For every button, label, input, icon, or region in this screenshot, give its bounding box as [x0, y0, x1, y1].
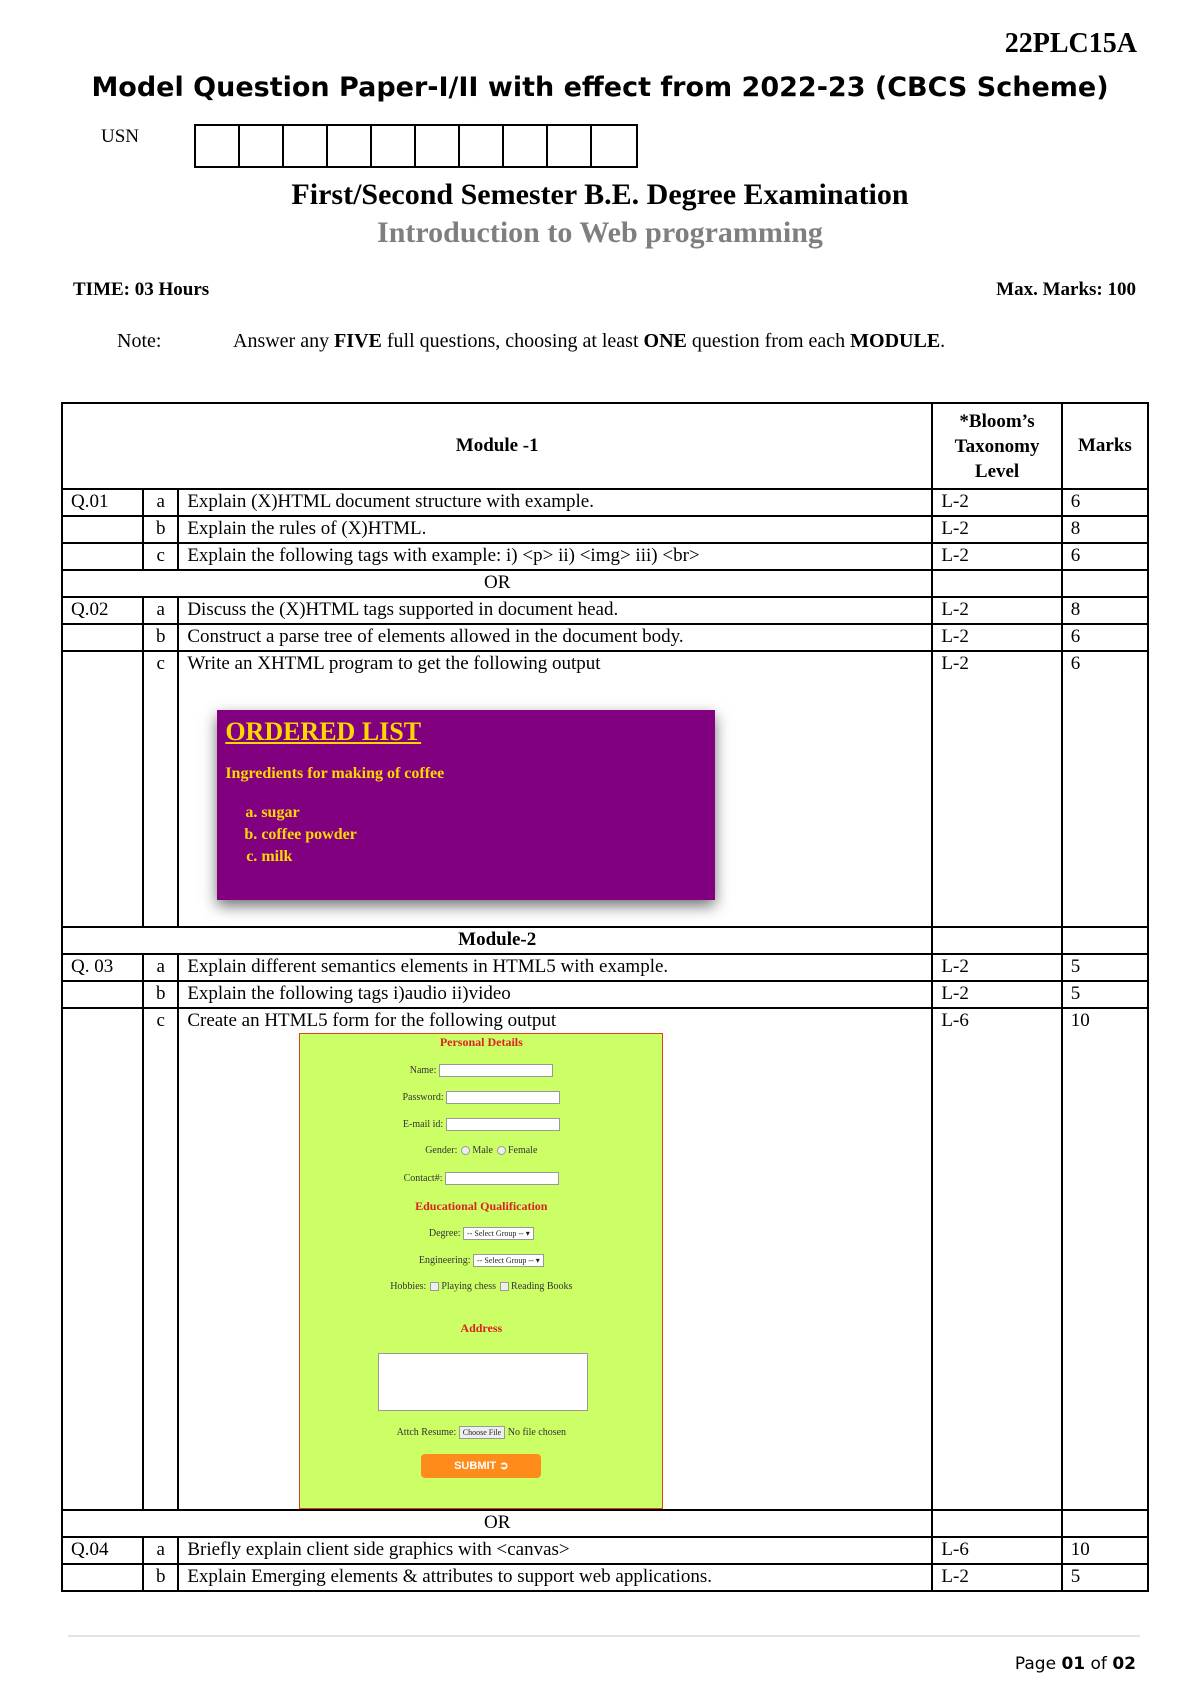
- page-of: of: [1085, 1654, 1113, 1674]
- question-text: Explain Emerging elements & attributes to support web applications.: [178, 1564, 932, 1591]
- blank-cell: [932, 1510, 1061, 1537]
- exam-title: First/Second Semester B.E. Degree Examination: [291, 178, 909, 211]
- course-code: 22PLC15A: [1004, 28, 1137, 59]
- list-item: c. milk: [261, 846, 707, 868]
- checkbox-icon: [500, 1282, 509, 1291]
- degree-select: -- Select Group -- ▾: [463, 1227, 534, 1240]
- sub-label: b: [143, 1564, 178, 1591]
- exam-time: TIME: 03 Hours: [73, 279, 210, 300]
- marks-header: Marks: [1062, 403, 1148, 489]
- question-text-with-figure: [178, 1008, 932, 1510]
- checkbox-icon: [430, 1282, 439, 1291]
- question-number: [62, 543, 143, 570]
- usn-box: [592, 126, 636, 166]
- form-row-name: [300, 1064, 662, 1077]
- question-number: Q.01: [62, 489, 143, 516]
- question-number: [62, 1008, 143, 1510]
- marks-value: 5: [1062, 1564, 1148, 1591]
- usn-box: [460, 126, 504, 166]
- note-emphasis: ONE: [643, 330, 687, 352]
- or-separator: OR: [62, 570, 932, 597]
- blooms-level: L-6: [932, 1537, 1061, 1564]
- form-row-resume: [300, 1426, 662, 1439]
- marks-value: 6: [1062, 651, 1148, 927]
- address-textarea: [378, 1353, 588, 1411]
- contact-label: Contact#:: [403, 1172, 443, 1184]
- max-marks: Max. Marks: 100: [996, 279, 1136, 300]
- list-item: a. sugar: [261, 802, 707, 824]
- html5-form-figure: [299, 1033, 663, 1509]
- sub-label: b: [143, 981, 178, 1008]
- module-row: [62, 927, 1148, 954]
- note-emphasis: FIVE: [334, 330, 382, 352]
- blooms-level: L-2: [932, 543, 1061, 570]
- blank-cell: [1062, 927, 1148, 954]
- usn-box: [416, 126, 460, 166]
- blooms-level: L-2: [932, 597, 1061, 624]
- table-row: [62, 516, 1148, 543]
- question-text: Discuss the (X)HTML tags supported in document head.: [178, 597, 932, 624]
- gender-male-label: Male: [472, 1145, 493, 1156]
- question-text: Explain the following tags i)audio ii)video: [178, 981, 932, 1008]
- degree-label: Degree:: [428, 1227, 461, 1239]
- sub-label: c: [143, 543, 178, 570]
- note-part: full questions, choosing at least: [381, 330, 644, 352]
- page-total: 02: [1112, 1654, 1136, 1674]
- question-number: [62, 516, 143, 543]
- form-row-gender: [300, 1145, 662, 1157]
- email-field: [446, 1118, 560, 1131]
- table-row: [62, 954, 1148, 981]
- file-status: No file chosen: [507, 1426, 567, 1438]
- question-text: Create an HTML5 form for the following output: [187, 1010, 557, 1031]
- form-row-password: [300, 1091, 662, 1104]
- note-part: Answer any: [233, 330, 335, 352]
- or-row: [62, 570, 1148, 597]
- form-row-contact: [300, 1172, 662, 1185]
- page-number: [1015, 1654, 1136, 1674]
- question-number: [62, 624, 143, 651]
- form-heading-personal: Personal Details: [439, 1035, 523, 1049]
- radio-icon: [497, 1146, 506, 1155]
- note-part: question from each: [686, 330, 851, 352]
- note-part: .: [940, 330, 946, 352]
- question-text: Explain the following tags with example: i) <p> ii) <img> iii) <br>: [178, 543, 932, 570]
- or-separator: OR: [62, 1510, 932, 1537]
- form-row-hobbies: [300, 1281, 662, 1293]
- email-label: E-mail id:: [402, 1118, 444, 1130]
- marks-value: 6: [1062, 624, 1148, 651]
- marks-value: 8: [1062, 597, 1148, 624]
- name-field: [439, 1064, 553, 1077]
- question-text: Explain (X)HTML document structure with example.: [178, 489, 932, 516]
- engineering-label: Engineering:: [418, 1254, 471, 1266]
- paper-title: Model Question Paper-I/II with effect from 2022-23 (CBCS Scheme): [91, 72, 1109, 103]
- choose-file-button: Choose File: [459, 1426, 505, 1439]
- question-number: [62, 1564, 143, 1591]
- blank-cell: [932, 927, 1061, 954]
- usn-box: [240, 126, 284, 166]
- gender-label: Gender:: [425, 1145, 458, 1156]
- table-row: [62, 1537, 1148, 1564]
- table-row: [62, 624, 1148, 651]
- question-number: Q. 03: [62, 954, 143, 981]
- usn-box: [196, 126, 240, 166]
- blank-cell: [1062, 1510, 1148, 1537]
- blank-cell: [932, 570, 1061, 597]
- table-row: [62, 489, 1148, 516]
- page-prefix: Page: [1014, 1654, 1062, 1674]
- resume-label: Attch Resume:: [396, 1426, 457, 1438]
- hobby-label: Reading Books: [511, 1281, 573, 1292]
- engineering-select: -- Select Group -- ▾: [473, 1254, 544, 1267]
- table-row: [62, 981, 1148, 1008]
- usn-label: USN: [101, 126, 140, 147]
- table-row: [62, 1008, 1148, 1510]
- usn-box: [504, 126, 548, 166]
- question-text: Construct a parse tree of elements allowed in the document body.: [178, 624, 932, 651]
- usn-box: [548, 126, 592, 166]
- blooms-level: L-2: [932, 1564, 1061, 1591]
- sub-label: c: [143, 651, 178, 927]
- sub-label: b: [143, 516, 178, 543]
- blooms-level: L-2: [932, 981, 1061, 1008]
- contact-field: [445, 1172, 559, 1185]
- sub-label: a: [143, 1537, 178, 1564]
- usn-box: [284, 126, 328, 166]
- question-text: Explain the rules of (X)HTML.: [178, 516, 932, 543]
- blooms-level: L-2: [932, 624, 1061, 651]
- question-text: Briefly explain client side graphics with <canvas>: [178, 1537, 932, 1564]
- table-row: [62, 1564, 1148, 1591]
- module-2-heading: Module-2: [62, 927, 932, 954]
- marks-value: 6: [1062, 489, 1148, 516]
- blooms-level: L-6: [932, 1008, 1061, 1510]
- figure-title: ORDERED LIST: [225, 717, 422, 746]
- hobbies-label: Hobbies:: [390, 1281, 427, 1292]
- hobby-label: Playing chess: [441, 1281, 497, 1292]
- sub-label: b: [143, 624, 178, 651]
- question-text: Explain different semantics elements in HTML5 with example.: [178, 954, 932, 981]
- form-row-degree: [300, 1227, 662, 1240]
- gender-female-label: Female: [507, 1145, 538, 1156]
- name-label: Name:: [409, 1064, 437, 1076]
- figure-subtitle: Ingredients for making of coffee: [225, 765, 445, 782]
- subject-title: Introduction to Web programming: [377, 216, 823, 249]
- blank-cell: [1062, 570, 1148, 597]
- question-text: Write an XHTML program to get the following output: [187, 653, 601, 674]
- marks-value: 10: [1062, 1008, 1148, 1510]
- list-item: b. coffee powder: [261, 824, 707, 846]
- question-text-with-figure: [178, 651, 932, 927]
- table-row: [62, 651, 1148, 927]
- ordered-list-figure: [217, 710, 715, 900]
- table-header-row: [62, 403, 1148, 489]
- usn-boxes: [194, 124, 638, 168]
- password-field: [446, 1091, 560, 1104]
- note-text: [233, 330, 945, 353]
- usn-box: [372, 126, 416, 166]
- marks-value: 5: [1062, 981, 1148, 1008]
- usn-box: [328, 126, 372, 166]
- marks-value: 8: [1062, 516, 1148, 543]
- password-label: Password:: [402, 1091, 444, 1103]
- question-number: Q.02: [62, 597, 143, 624]
- blooms-level: L-2: [932, 954, 1061, 981]
- note-label: Note:: [117, 330, 162, 352]
- or-row: [62, 1510, 1148, 1537]
- form-heading-education: Educational Qualification: [415, 1199, 548, 1213]
- question-number: [62, 981, 143, 1008]
- marks-value: 5: [1062, 954, 1148, 981]
- marks-value: 6: [1062, 543, 1148, 570]
- submit-button: SUBMIT ➲: [421, 1454, 541, 1478]
- sub-label: a: [143, 954, 178, 981]
- form-heading-address: Address: [460, 1321, 503, 1335]
- form-row-engineering: [300, 1254, 662, 1267]
- question-number: [62, 651, 143, 927]
- blooms-level: L-2: [932, 651, 1061, 927]
- footer-divider: [68, 1635, 1140, 1637]
- sub-label: c: [143, 1008, 178, 1510]
- note-emphasis: MODULE: [850, 330, 941, 352]
- table-row: [62, 543, 1148, 570]
- marks-value: 10: [1062, 1537, 1148, 1564]
- module-1-heading: Module -1: [62, 403, 932, 489]
- blooms-level: L-2: [932, 516, 1061, 543]
- blooms-level: L-2: [932, 489, 1061, 516]
- table-row: [62, 597, 1148, 624]
- sub-label: a: [143, 489, 178, 516]
- blooms-header: *Bloom’s Taxonomy Level: [932, 403, 1061, 489]
- question-number: Q.04: [62, 1537, 143, 1564]
- radio-icon: [461, 1146, 470, 1155]
- form-row-email: [300, 1118, 662, 1131]
- sub-label: a: [143, 597, 178, 624]
- question-table: [61, 402, 1149, 1592]
- page-current: 01: [1061, 1654, 1086, 1674]
- figure-ordered-list: [225, 802, 707, 868]
